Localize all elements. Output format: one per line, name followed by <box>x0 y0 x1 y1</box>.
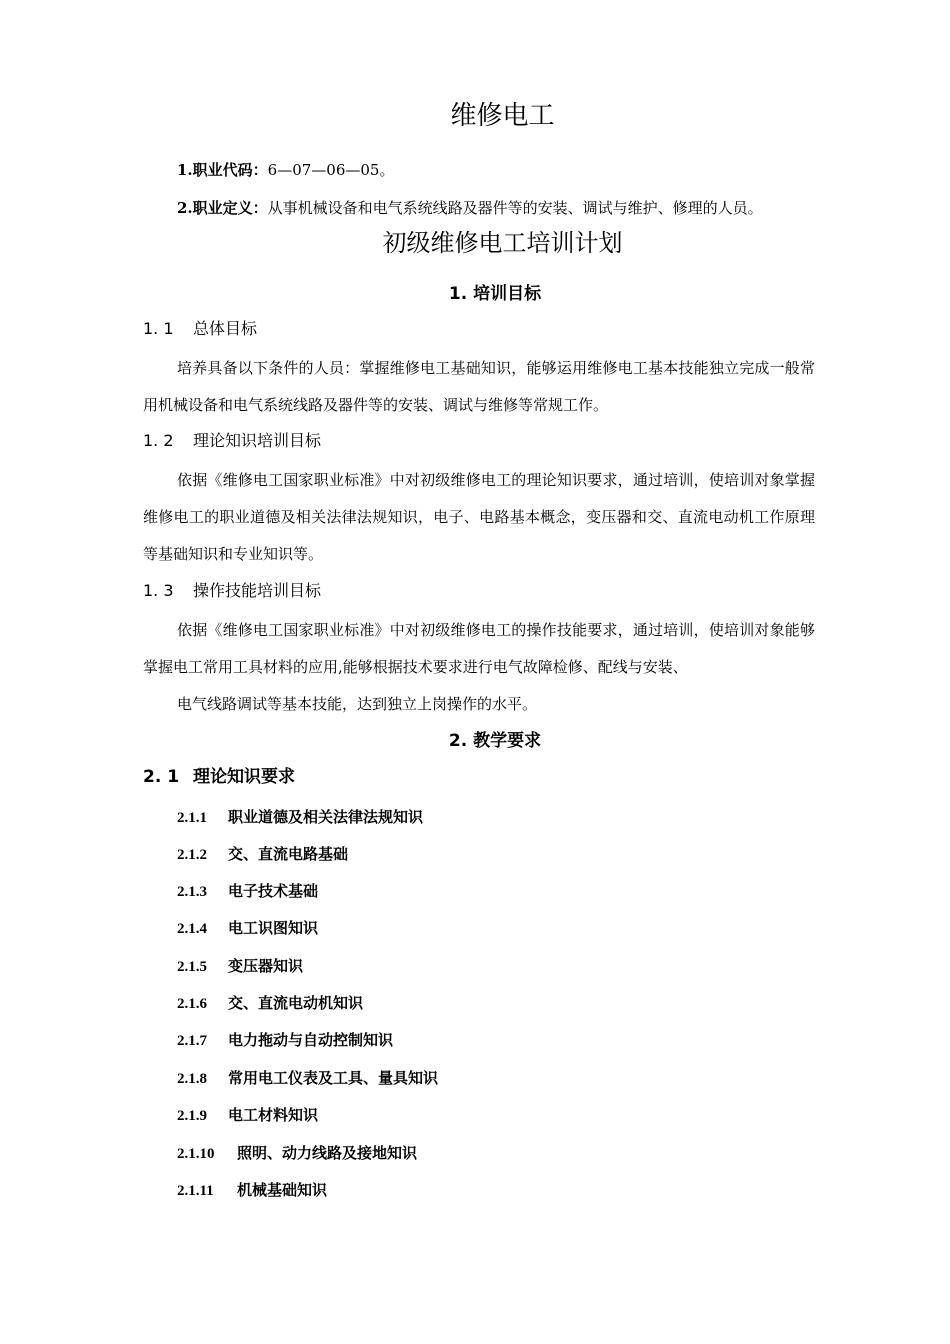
occupation-code <box>177 159 394 181</box>
subsection-number: 1. 1 <box>143 319 174 338</box>
subsection-2-1-heading <box>143 765 295 789</box>
document-title: 维修电工 <box>450 101 555 131</box>
list-item <box>177 1029 393 1052</box>
occupation-definition-label: 2.职业定义： <box>177 199 268 217</box>
subsection-number: 2. 1 <box>143 767 180 787</box>
subsection-1-3-heading <box>143 579 321 603</box>
list-item-number: 2.1.2 <box>177 847 207 863</box>
subsection-1-2-text: 依据《维修电工国家职业标准》中对初级维修电工的理论知识要求，通过培训，使培训对象掌握维修电工的职业道德及相关法律法规知识，电子、电路基本概念，变压器和交、直流电动机工作原理等基础知识和专业知识等。 <box>143 471 815 563</box>
list-item-text: 机械基础知识 <box>237 1181 328 1199</box>
list-item <box>177 1067 438 1090</box>
subsection-title: 理论知识要求 <box>193 767 295 787</box>
list-item-text: 交、直流电动机知识 <box>228 994 364 1012</box>
list-item <box>177 1142 417 1165</box>
list-item-number: 2.1.10 <box>177 1146 215 1162</box>
section-2-heading: 2. 教学要求 <box>448 731 542 751</box>
list-item-number: 2.1.3 <box>177 884 207 900</box>
occupation-definition <box>177 197 763 219</box>
plan-title: 初级维修电工培训计划 <box>382 229 623 257</box>
list-item-number: 2.1.1 <box>177 810 207 826</box>
subsection-1-3-text-tail: 电气线路调试等基本技能，达到独立上岗操作的水平。 <box>177 695 538 713</box>
list-item-number: 2.1.6 <box>177 996 207 1012</box>
subsection-1-3-text: 依据《维修电工国家职业标准》中对初级维修电工的操作技能要求，通过培训，使培训对象能够掌握电工常用工具材料的应用,能够根据技术要求进行电气故障检修、配线与安装、 <box>143 621 815 676</box>
subsection-1-1-heading <box>143 317 257 341</box>
list-item-text: 电工识图知识 <box>228 919 319 937</box>
list-item-number: 2.1.8 <box>177 1071 207 1087</box>
list-item-number: 2.1.7 <box>177 1033 207 1049</box>
subsection-number: 1. 2 <box>143 431 174 450</box>
list-item-number: 2.1.9 <box>177 1108 207 1124</box>
list-item <box>177 843 348 866</box>
occupation-code-label: 1.职业代码： <box>177 161 268 179</box>
list-item <box>177 1104 318 1127</box>
list-item <box>177 992 363 1015</box>
list-item <box>177 955 303 978</box>
list-item <box>177 917 318 940</box>
list-item-number: 2.1.11 <box>177 1183 214 1199</box>
list-item <box>177 880 318 903</box>
subsection-title: 理论知识培训目标 <box>193 431 322 450</box>
section-1-heading: 1. 培训目标 <box>448 284 542 304</box>
subsection-title: 操作技能培训目标 <box>193 581 322 600</box>
list-item-number: 2.1.4 <box>177 921 207 937</box>
list-item <box>177 1179 327 1202</box>
occupation-code-value: 6—07—06—05。 <box>267 161 395 179</box>
list-item-text: 变压器知识 <box>228 957 304 975</box>
list-item-text: 电力拖动与自动控制知识 <box>228 1031 394 1049</box>
subsection-number: 1. 3 <box>143 581 174 600</box>
list-item-text: 常用电工仪表及工具、量具知识 <box>228 1069 439 1087</box>
list-item-text: 电工材料知识 <box>228 1106 319 1124</box>
list-item <box>177 806 423 829</box>
subsection-1-1-text: 培养具备以下条件的人员：掌握维修电工基础知识，能够运用维修电工基本技能独立完成一般常用机械设备和电气系统线路及器件等的安装、调试与维修等常规工作。 <box>143 359 815 414</box>
subsection-1-2-heading <box>143 429 321 453</box>
list-item-text: 职业道德及相关法律法规知识 <box>228 808 424 826</box>
list-item-text: 电子技术基础 <box>228 882 319 900</box>
list-item-number: 2.1.5 <box>177 959 207 975</box>
list-item-text: 照明、动力线路及接地知识 <box>237 1144 418 1162</box>
subsection-title: 总体目标 <box>193 319 258 338</box>
occupation-definition-value: 从事机械设备和电气系统线路及器件等的安装、调试与维护、修理的人员。 <box>267 199 763 217</box>
list-item-text: 交、直流电路基础 <box>228 845 349 863</box>
